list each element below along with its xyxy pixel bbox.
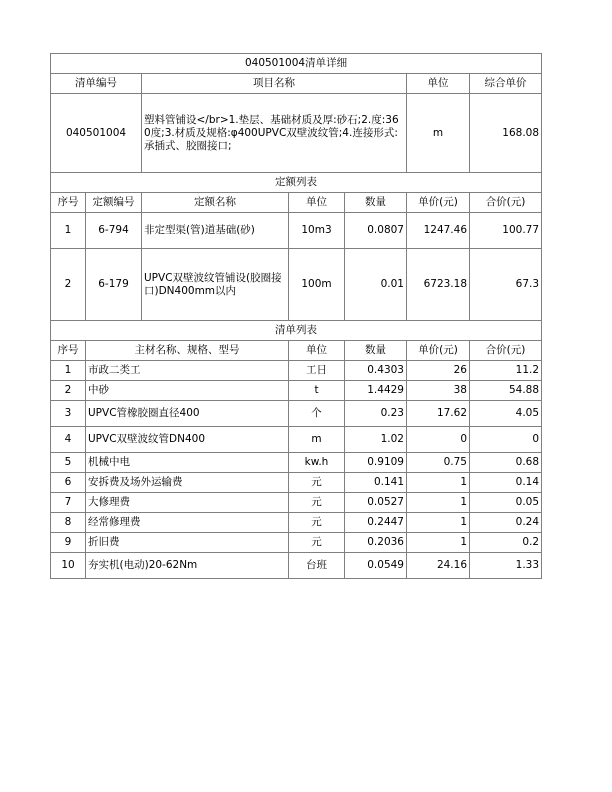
material-unit: t: [289, 381, 345, 401]
quota-seq-header: 序号: [51, 193, 86, 213]
material-seq: 4: [51, 427, 86, 453]
bill-detail-table: [50, 53, 542, 579]
material-qty: 0.141: [345, 473, 407, 493]
material-total: 0.68: [470, 453, 542, 473]
quota-unit-price: 6723.18: [407, 249, 470, 321]
material-unit-price: 26: [407, 361, 470, 381]
item-header-row: [51, 74, 542, 94]
material-row: [51, 453, 542, 473]
material-name-header: 主材名称、规格、型号: [86, 341, 289, 361]
material-row: [51, 473, 542, 493]
material-unit-price: 1: [407, 493, 470, 513]
quota-code-header: 定额编号: [86, 193, 142, 213]
material-row: [51, 493, 542, 513]
material-name: 折旧费: [86, 533, 289, 553]
quota-code: 6-179: [86, 249, 142, 321]
item-name-header: 项目名称: [142, 74, 407, 94]
material-unit: 元: [289, 473, 345, 493]
item-code-header: 清单编号: [51, 74, 142, 94]
quota-qty-header: 数量: [345, 193, 407, 213]
quota-qty: 0.0807: [345, 213, 407, 249]
material-total: 0.2: [470, 533, 542, 553]
material-total: 1.33: [470, 553, 542, 579]
material-unit: kw.h: [289, 453, 345, 473]
quota-row: [51, 213, 542, 249]
material-name: UPVC双壁波纹管DN400: [86, 427, 289, 453]
material-total: 0.24: [470, 513, 542, 533]
item-code: 040501004: [51, 94, 142, 173]
material-seq: 2: [51, 381, 86, 401]
materials-section-title: 清单列表: [51, 321, 542, 341]
material-unit: 台班: [289, 553, 345, 579]
material-row: [51, 361, 542, 381]
quota-unit-price-header: 单价(元): [407, 193, 470, 213]
material-row: [51, 553, 542, 579]
material-qty: 0.2447: [345, 513, 407, 533]
material-name: 经常修理费: [86, 513, 289, 533]
quota-unit-price: 1247.46: [407, 213, 470, 249]
material-qty: 0.0527: [345, 493, 407, 513]
material-seq: 3: [51, 401, 86, 427]
material-qty: 0.0549: [345, 553, 407, 579]
material-qty: 1.02: [345, 427, 407, 453]
material-unit-price: 17.62: [407, 401, 470, 427]
material-seq: 8: [51, 513, 86, 533]
material-unit-price: 38: [407, 381, 470, 401]
item-row: [51, 94, 542, 173]
quota-total: 100.77: [470, 213, 542, 249]
quota-code: 6-794: [86, 213, 142, 249]
material-unit-price: 0.75: [407, 453, 470, 473]
material-unit-price: 1: [407, 473, 470, 493]
material-row: [51, 381, 542, 401]
material-unit-price: 1: [407, 533, 470, 553]
material-total: 4.05: [470, 401, 542, 427]
item-name: 塑料管铺设</br>1.垫层、基础材质及厚:砂石;2.度:360度;3.材质及规格:φ400UPVC双壁波纹管;4.连接形式:承插式、胶圈接口;: [142, 94, 407, 173]
material-name: 中砂: [86, 381, 289, 401]
quota-row: [51, 249, 542, 321]
material-name: 机械中电: [86, 453, 289, 473]
quota-unit: 100m: [289, 249, 345, 321]
material-unit: 元: [289, 493, 345, 513]
material-unit: 工日: [289, 361, 345, 381]
material-qty: 1.4429: [345, 381, 407, 401]
quota-total-header: 合价(元): [470, 193, 542, 213]
item-price-header: 综合单价: [470, 74, 542, 94]
material-qty: 0.2036: [345, 533, 407, 553]
quota-qty: 0.01: [345, 249, 407, 321]
item-unit-header: 单位: [407, 74, 470, 94]
quota-name: UPVC双壁波纹管铺设(胶圈接口)DN400mm以内: [142, 249, 289, 321]
title-row: [51, 54, 542, 74]
material-total: 0.14: [470, 473, 542, 493]
quota-unit-header: 单位: [289, 193, 345, 213]
quota-header-row: [51, 193, 542, 213]
material-qty: 0.23: [345, 401, 407, 427]
material-name: 市政二类工: [86, 361, 289, 381]
material-qty: 0.9109: [345, 453, 407, 473]
material-seq: 7: [51, 493, 86, 513]
material-unit: 元: [289, 513, 345, 533]
material-seq: 10: [51, 553, 86, 579]
material-total: 0.05: [470, 493, 542, 513]
quota-section-row: [51, 173, 542, 193]
material-unit-price: 24.16: [407, 553, 470, 579]
material-total-header: 合价(元): [470, 341, 542, 361]
material-row: [51, 427, 542, 453]
material-name: 夯实机(电动)20-62Nm: [86, 553, 289, 579]
material-unit-header: 单位: [289, 341, 345, 361]
quota-unit: 10m3: [289, 213, 345, 249]
material-total: 0: [470, 427, 542, 453]
quota-seq: 1: [51, 213, 86, 249]
material-seq: 6: [51, 473, 86, 493]
material-seq: 9: [51, 533, 86, 553]
quota-seq: 2: [51, 249, 86, 321]
material-unit-price: 0: [407, 427, 470, 453]
material-name: 大修理费: [86, 493, 289, 513]
sheet-title: 040501004清单详细: [51, 54, 542, 74]
material-row: [51, 513, 542, 533]
material-unit: 元: [289, 533, 345, 553]
materials-header-row: [51, 341, 542, 361]
material-seq: 1: [51, 361, 86, 381]
material-total: 54.88: [470, 381, 542, 401]
item-unit: m: [407, 94, 470, 173]
item-price: 168.08: [470, 94, 542, 173]
material-seq: 5: [51, 453, 86, 473]
material-unit-price-header: 单价(元): [407, 341, 470, 361]
quota-name-header: 定额名称: [142, 193, 289, 213]
material-unit: 个: [289, 401, 345, 427]
materials-section-row: [51, 321, 542, 341]
material-seq-header: 序号: [51, 341, 86, 361]
material-row: [51, 533, 542, 553]
material-qty-header: 数量: [345, 341, 407, 361]
material-total: 11.2: [470, 361, 542, 381]
material-qty: 0.4303: [345, 361, 407, 381]
material-row: [51, 401, 542, 427]
material-name: UPVC管橡胶圈直径400: [86, 401, 289, 427]
material-unit: m: [289, 427, 345, 453]
material-name: 安拆费及场外运输费: [86, 473, 289, 493]
quota-total: 67.3: [470, 249, 542, 321]
quota-section-title: 定额列表: [51, 173, 542, 193]
quota-name: 非定型渠(管)道基础(砂): [142, 213, 289, 249]
material-unit-price: 1: [407, 513, 470, 533]
